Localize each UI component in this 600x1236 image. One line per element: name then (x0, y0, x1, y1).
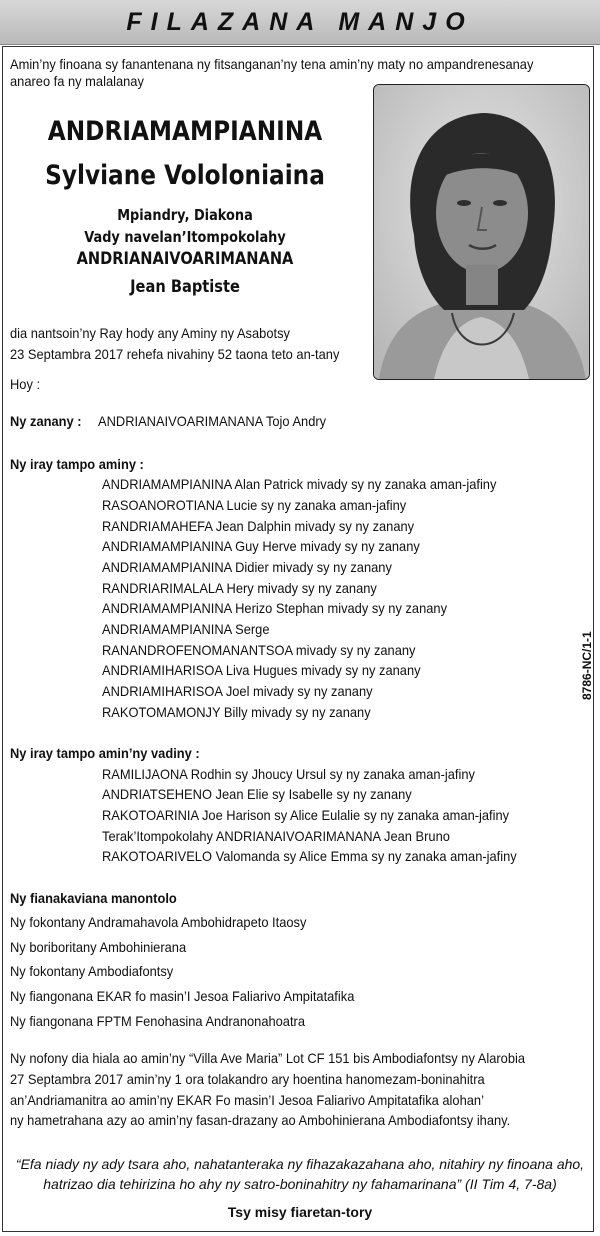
list-item: ANDRIATSEHENO Jean Elie sy Isabelle sy ny zanany (102, 786, 412, 802)
list-item: RANANDROFENOMANANTSOA mivady sy ny zanany (102, 642, 416, 658)
quote-line-1: “Efa niady ny ady tsara aho, nahatanteraka ny fihazakazahana aho, nitahiry ny finoana aho, (15, 1156, 585, 1172)
list-item: ANDRIAMAMPIANINA Alan Patrick mivady sy ny zanaka aman-jafiny (102, 476, 497, 492)
siblings-label: Ny iray tampo aminy : (10, 456, 144, 472)
deceased-surname: ANDRIAMAMPIANINA (47, 116, 323, 147)
spouse-siblings-label: Ny iray tampo amin’ny vadiny : (10, 745, 200, 761)
widow-of-line: Vady navelan’Itompokolahy (84, 228, 286, 246)
death-notice-line-1: dia nantsoin’ny Ray hody any Aminy ny Asabotsy (10, 325, 290, 341)
list-item: ANDRIAMAMPIANINA Herizo Stephan mivady sy ny zanany (102, 600, 448, 616)
list-item: ANDRIAMAMPIANINA Guy Herve mivady sy ny zanany (102, 538, 420, 554)
family-label: Ny fianakaviana manontolo (10, 890, 177, 906)
list-item: Terak’Itompokolahy ANDRIANAIVOARIMANANA Jean Bruno (102, 828, 450, 844)
list-item: RAKOTOARIVELO Valomanda sy Alice Emma sy ny zanaka aman-jafiny (102, 848, 517, 864)
intro-text: Amin’ny finoana sy fanantenana ny fitsanganan’ny tena amin’ny maty no ampandrenesanay anareo fa ny malalanay (10, 56, 534, 89)
list-item: Ny fokontany Ambodiafontsy (10, 963, 174, 979)
list-item: RAMILIJAONA Rodhin sy Jhoucy Ursul sy ny zanaka aman-jafiny (102, 766, 475, 782)
list-item: ANDRIAMAMPIANINA Didier mivady sy ny zanany (102, 559, 392, 575)
children-label: Ny zanany : (10, 413, 82, 429)
quote-line-2: hatrizao dia tehirizina ho ahy ny satro-boninahitry ny fahamarinana” (II Tim 4, 7-8a) (43, 1176, 557, 1192)
list-item: ANDRIAMAMPIANINA Serge (102, 621, 270, 637)
hoy-label: Hoy : (10, 376, 41, 392)
list-item: Ny fiangonana EKAR fo masin’I Jesoa Faliarivo Ampitatafika (10, 988, 355, 1004)
header-banner (0, 0, 600, 45)
list-item: RAKOTOMAMONJY Billy mivady sy ny zanany (102, 704, 371, 720)
list-item: RANDRIAMAHEFA Jean Dalphin mivady sy ny zanany (102, 518, 415, 534)
list-item: RASOANOROTIANA Lucie sy ny zanaka aman-jafiny (102, 497, 407, 513)
death-notice-line-2: 23 Septambra 2017 rehefa nivahiny 52 taona teto an-tany (10, 346, 340, 362)
deceased-role: Mpiandry, Diakona (117, 206, 253, 224)
list-item: Ny fokontany Andramahavola Ambohidrapeto Itaosy (10, 914, 307, 930)
funeral-line-2: 27 Septambra 2017 amin’ny 1 ora tolakandro ary hoentina hanomezam-boninahitra (10, 1071, 485, 1087)
spouse-surname: ANDRIANAIVOARIMANANA (76, 249, 294, 269)
deceased-given-names: Sylviane Vololoniaina (45, 160, 325, 191)
funeral-line-1: Ny nofony dia hiala ao amin’ny “Villa Ave Maria” Lot CF 151 bis Ambodiafontsy ny Alarobia (10, 1050, 526, 1066)
list-item: RAKOTOARINIA Joe Harison sy Alice Eulalie sy ny zanaka aman-jafiny (102, 807, 510, 823)
closing-line: Tsy misy fiaretan-tory (227, 1204, 373, 1220)
list-item: ANDRIAMIHARISOA Joel mivady sy ny zanany (102, 683, 373, 699)
list-item: RANDRIARIMALALA Hery mivady sy ny zanany (102, 580, 377, 596)
list-item: Ny boriboritany Ambohinierana (10, 939, 187, 955)
list-item: ANDRIAMIHARISOA Liva Hugues mivady sy ny zanany (102, 662, 421, 678)
page-title: FILAZANA MANJO (126, 8, 474, 36)
spouse-given-names: Jean Baptiste (130, 277, 240, 297)
list-item: Ny fiangonana FPTM Fenohasina Andranonahoatra (10, 1013, 306, 1029)
portrait-image-icon (374, 85, 589, 379)
reference-code: 8786-NC/1-1 (580, 631, 594, 700)
portrait-photo (373, 84, 590, 380)
children-value: ANDRIANAIVOARIMANANA Tojo Andry (98, 413, 327, 429)
funeral-line-4: ny hametrahana azy ao amin’ny fasan-drazany ao Ambohinierana Ambodiafontsy ihany. (10, 1112, 511, 1128)
funeral-line-3: an’Andriamanitra ao amin’ny EKAR Fo masin’I Jesoa Faliarivo Ampitatafika alohan’ (10, 1092, 484, 1108)
